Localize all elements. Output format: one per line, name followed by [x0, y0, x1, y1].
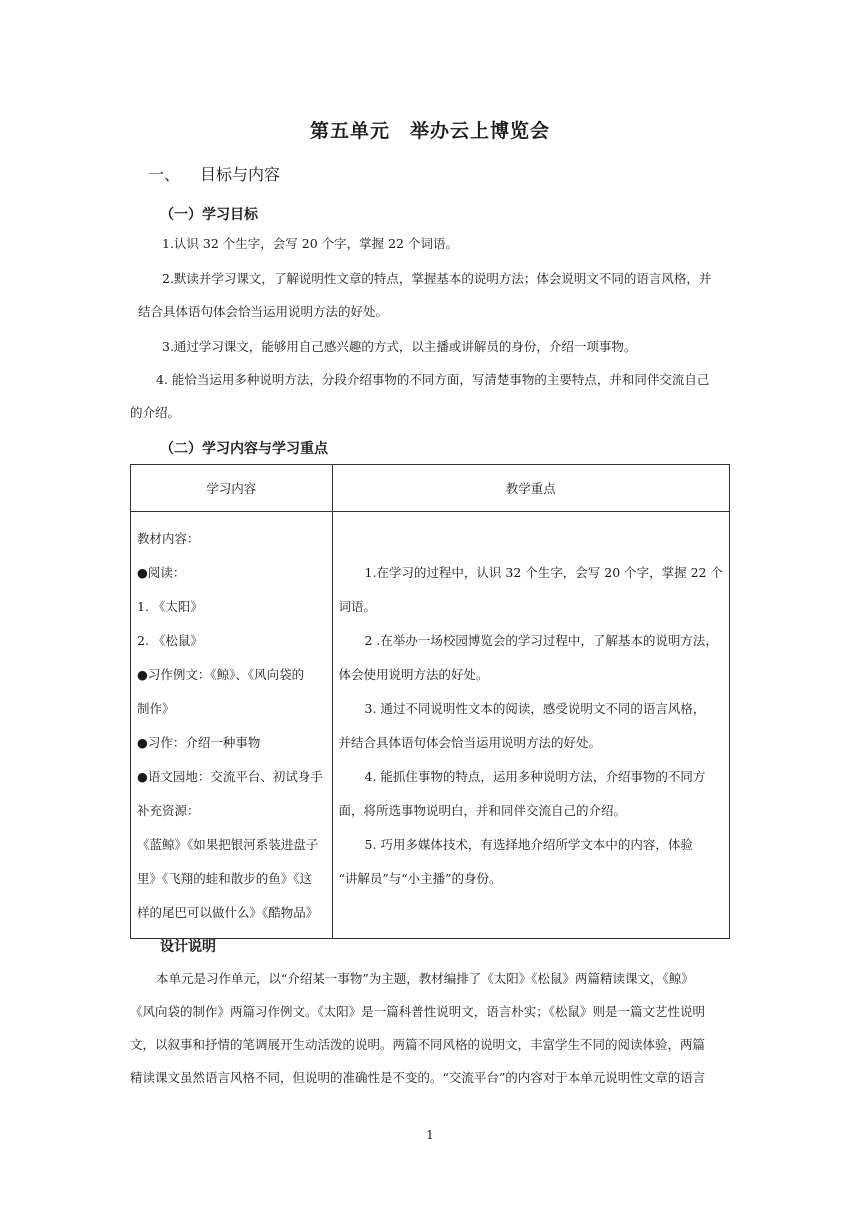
goal-line: 2.默读并学习课文，了解说明性文章的特点，掌握基本的说明方法；体会说明文不同的语言风格，并 — [162, 271, 712, 286]
content-list-line: ●语文园地：交流平台、初试身手 — [137, 769, 323, 784]
section-number: 一、 — [148, 165, 181, 184]
focus-line: 3. 通过不同说明性文本的阅读，感受说明文不同的语言风格， — [364, 701, 706, 716]
focus-line: “讲解员”与“小主播”的身份。 — [338, 871, 502, 886]
section-heading — [148, 162, 280, 185]
focus-line: 面，将所选事物说明白，并和同伴交流自己的介绍。 — [338, 803, 627, 818]
content-list-line: 1. 《太阳》 — [137, 599, 203, 614]
subheading-goals: （一）学习目标 — [160, 207, 258, 223]
goal-item — [130, 262, 730, 328]
goal-item — [130, 363, 730, 429]
design-line: 精读课文虽然语言风格不同，但说明的准确性是不变的。“交流平台”的内容对于本单元说明性文章的语言 — [130, 1070, 706, 1085]
content-list-line: 制作》 — [137, 701, 175, 716]
focus-cell — [332, 512, 730, 939]
focus-item — [339, 692, 724, 760]
content-cell — [131, 512, 333, 939]
content-list-line: 2. 《松鼠》 — [137, 633, 203, 648]
focus-line: 5. 巧用多媒体技术，有选择地介绍所学文本中的内容，体验 — [364, 837, 693, 852]
page-number: 1 — [426, 1128, 434, 1142]
goal-line: 3.通过学习课文，能够用自己感兴趣的方式，以主播或讲解员的身份，介绍一项事物。 — [162, 339, 637, 354]
table-row — [131, 512, 730, 939]
focus-line: 4. 能抓住事物的特点，运用多种说明方法，介绍事物的不同方 — [364, 769, 706, 784]
focus-line: 1.在学习的过程中，认识 32 个生字，会写 20 个字，掌握 22 个 — [364, 565, 723, 580]
goal-line: 结合具体语句体会恰当运用说明方法的好处。 — [138, 304, 389, 319]
content-list-line: ●习作例文：《鲸》、《风向袋的 — [137, 667, 305, 682]
content-list-line: ●习作：介绍一种事物 — [137, 735, 261, 750]
focus-list — [333, 512, 730, 904]
focus-item — [339, 828, 724, 896]
design-paragraph — [130, 962, 730, 1094]
focus-line: 2 .在举办一场校园博览会的学习过程中，了解基本的说明方法， — [364, 633, 718, 648]
content-table — [130, 464, 730, 939]
design-heading: 设计说明 — [160, 939, 216, 955]
content-list-line: ●阅读： — [137, 565, 186, 580]
content-list-line: 样的尾巴可以做什么》《酷物品》 — [137, 905, 319, 920]
table-header-focus: 教学重点 — [332, 465, 730, 512]
focus-line: 并结合具体语句体会恰当运用说明方法的好处。 — [338, 735, 602, 750]
content-list-line: 补充资源： — [137, 803, 200, 818]
focus-line: 词语。 — [338, 599, 377, 614]
table-header-content: 学习内容 — [131, 465, 333, 512]
content-list — [131, 512, 332, 938]
content-list-line: 《蓝鲸》《如果把银河系装进盘子 — [137, 837, 319, 852]
goal-item — [130, 330, 730, 363]
design-line: 本单元是习作单元，以“介绍某一事物”为主题，教材编排了《太阳》《松鼠》两篇精读课文，《鲸》 — [156, 971, 694, 986]
content-list-line: 里》《飞翔的蛙和散步的鱼》《这 — [137, 871, 313, 886]
goal-item — [130, 227, 730, 260]
page-title: 第五单元 举办云上博览会 — [309, 120, 550, 142]
goal-line: 的介绍。 — [130, 405, 181, 420]
design-line: 文，以叙事和抒情的笔调展开生动活泼的说明。两篇不同风格的说明文，丰富学生不同的阅读体验，两篇 — [130, 1037, 706, 1052]
goal-line: 4. 能恰当运用多种说明方法，分段介绍事物的不同方面，写清楚事物的主要特点，并和同伴交流自己 — [156, 372, 710, 387]
focus-line: 体会使用说明方法的好处。 — [338, 667, 489, 682]
content-list-line: 教材内容： — [137, 531, 200, 546]
subheading-content: （二）学习内容与学习重点 — [160, 441, 328, 457]
table-header-row — [131, 465, 730, 512]
focus-item — [339, 624, 724, 692]
section-title: 目标与内容 — [200, 165, 281, 184]
focus-item — [339, 556, 724, 624]
design-line: 《风向袋的制作》两篇习作例文。《太阳》是一篇科普性说明文，语言朴实；《松鼠》则是一篇文艺性说明 — [130, 1004, 706, 1019]
goal-line: 1.认识 32 个生字，会写 20 个字，掌握 22 个词语。 — [162, 236, 458, 251]
focus-item — [339, 760, 724, 828]
